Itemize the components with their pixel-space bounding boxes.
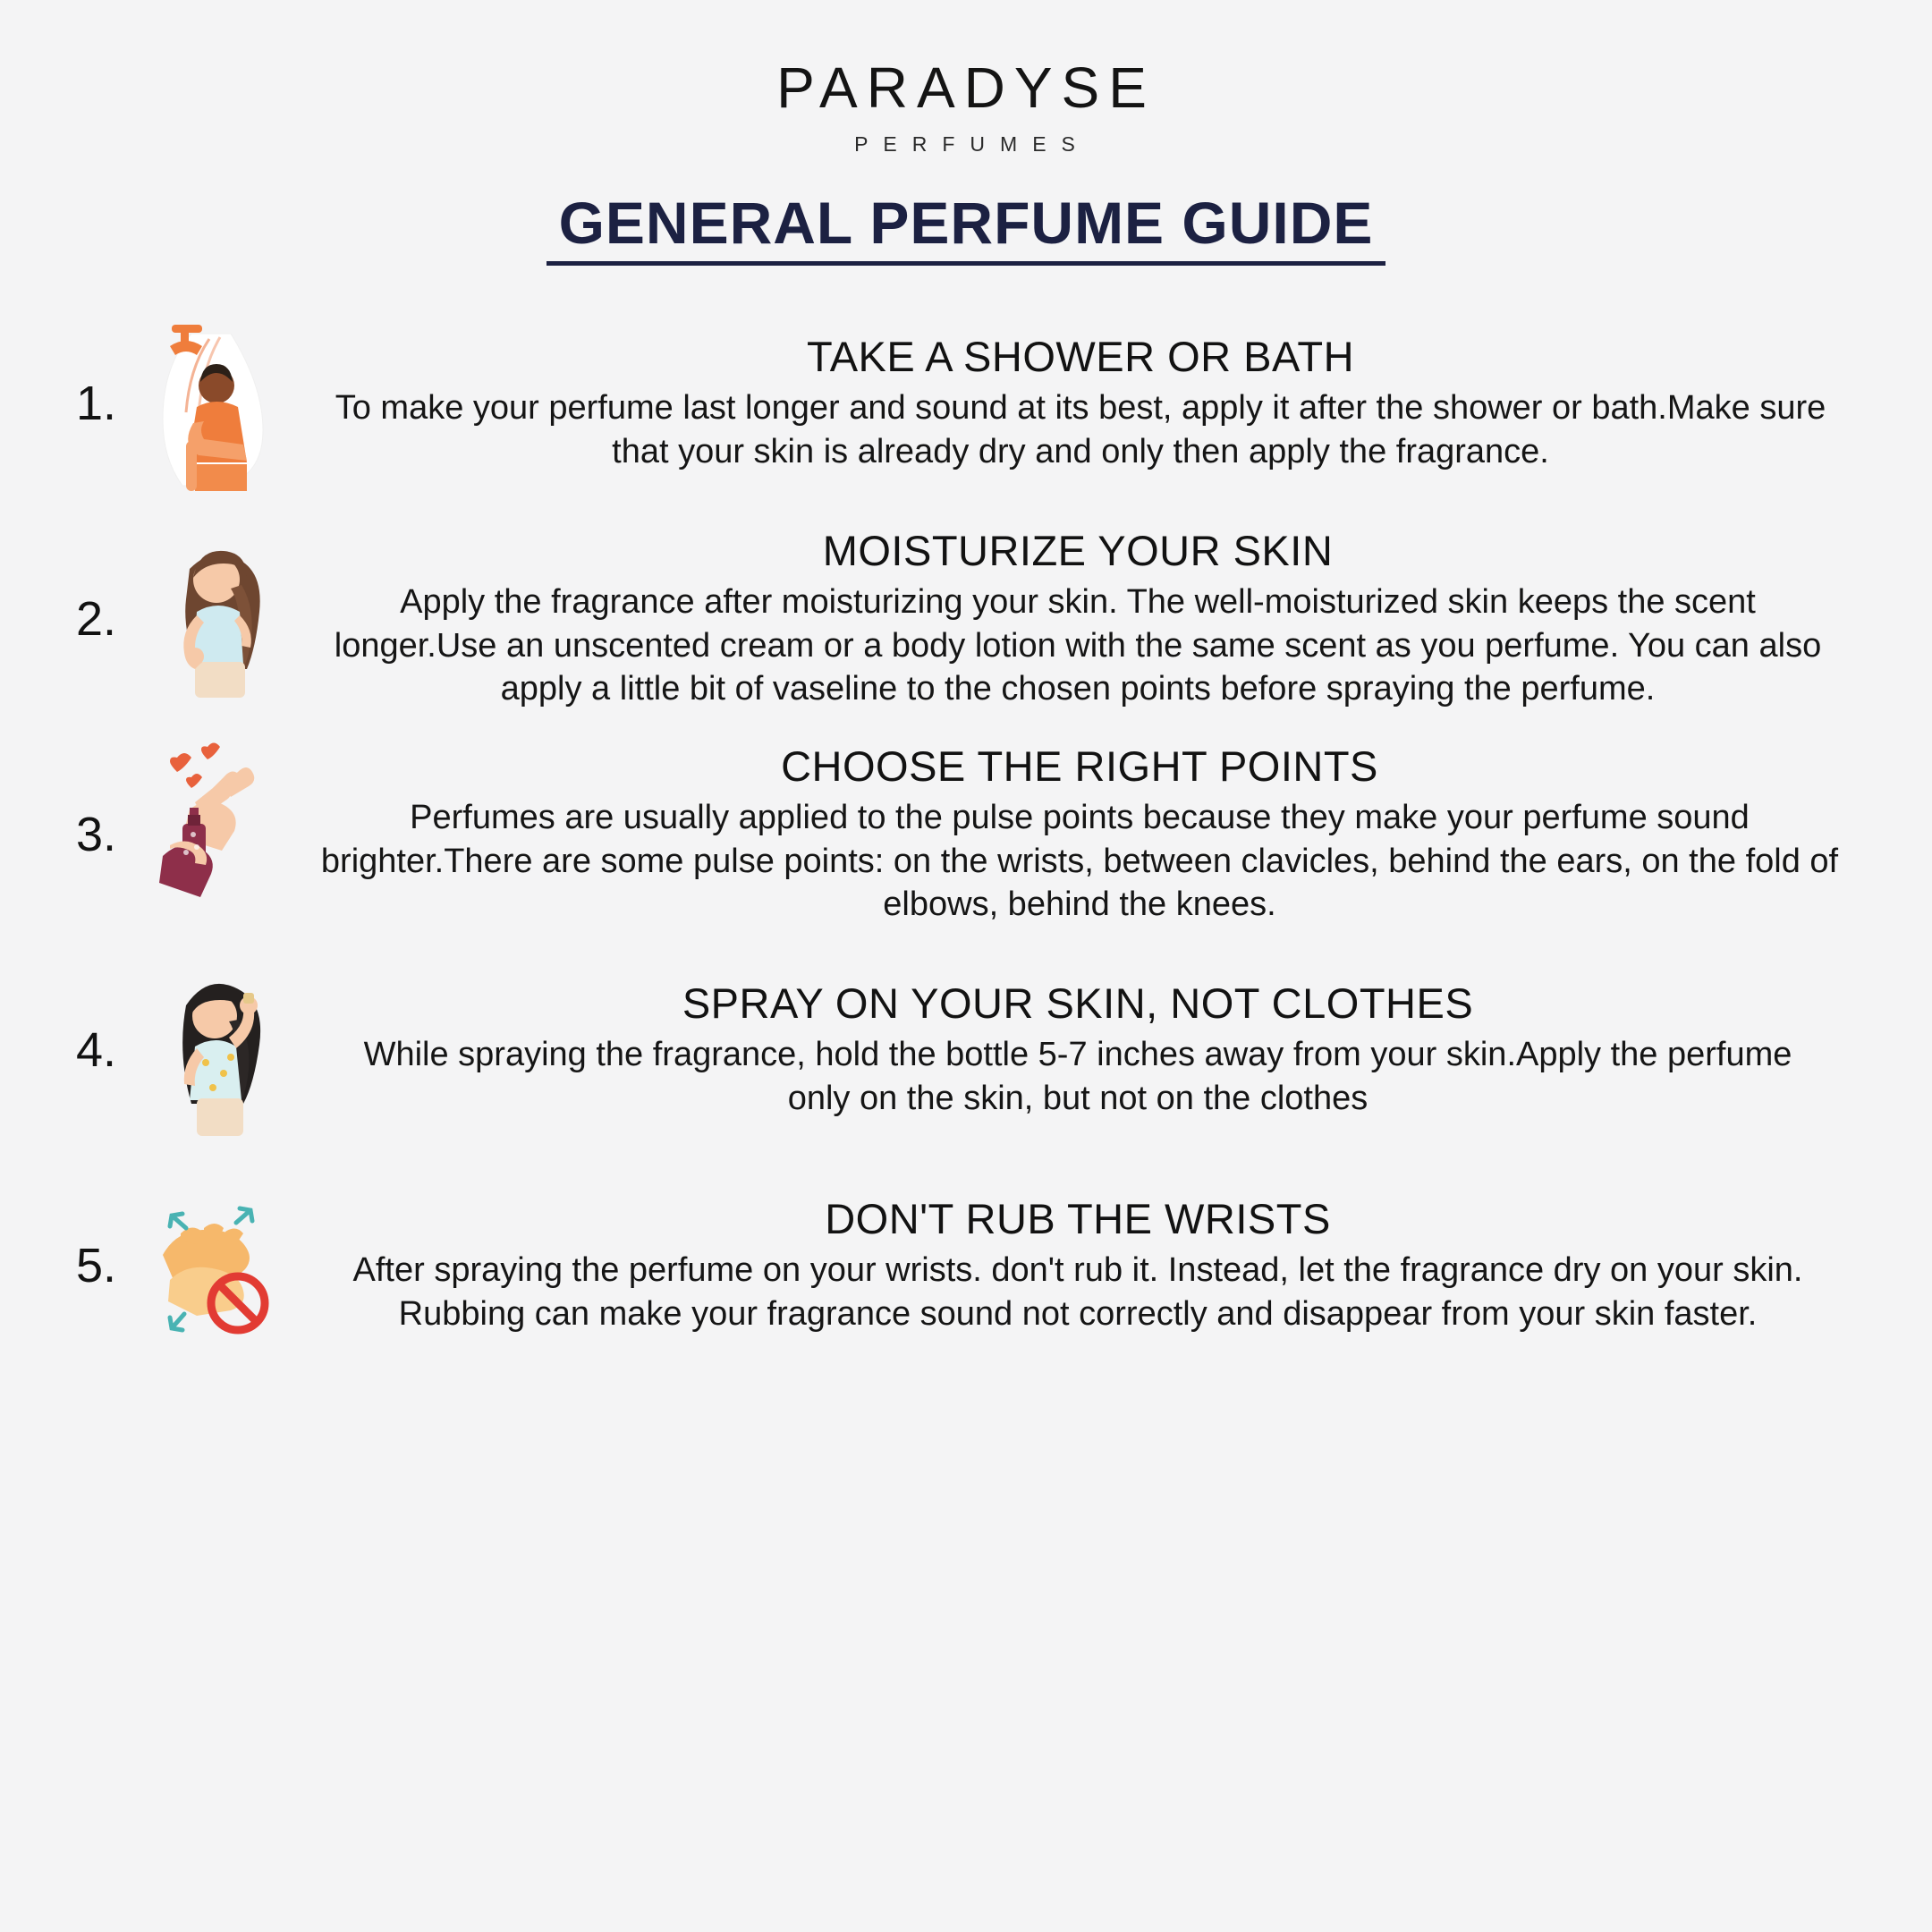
step-text: Apply the fragrance after moisturizing your skin. The well-moisturized skin keeps the scent longer.Use an unscented cream or a body lotion with the same scent as you perfume. You can also apply a little bit of vaseline to the chosen points before spraying the perfume. bbox=[334, 582, 1822, 708]
step-number: 1. bbox=[75, 376, 116, 430]
step-text: While spraying the fragrance, hold the bottle 5-7 inches away from your skin.Apply the perfume only on the skin, but not on the clothes bbox=[363, 1036, 1792, 1117]
step-text: After spraying the perfume on your wrists. don't rub it. Instead, let the fragrance dry on your skin. Rubbing can make your fragrance sound not correctly and disappear from your skin faster. bbox=[352, 1251, 1803, 1333]
steps-list bbox=[54, 307, 1878, 1385]
list-item bbox=[54, 522, 1878, 715]
brand-logo bbox=[776, 55, 1156, 157]
step-body bbox=[309, 1195, 1878, 1335]
step-text: Perfumes are usually applied to the pulse points because they make your perfume sound brighter.There are some pulse points: on the wrists, between clavicles, behind the ears, on the fold of elbows, behind the knees. bbox=[320, 798, 1839, 924]
step-body bbox=[309, 742, 1878, 927]
no-rubbing-hands-icon bbox=[131, 1169, 309, 1361]
step-body bbox=[309, 527, 1878, 711]
list-item bbox=[54, 953, 1878, 1146]
step-number: 5. bbox=[75, 1238, 116, 1292]
step-text: To make your perfume last longer and sound at its best, apply it after the shower or bath.Make sure that your skin is already dry and only then apply the fragrance. bbox=[335, 389, 1826, 470]
brand-subtitle: PERFUMES bbox=[854, 132, 1090, 156]
step-heading: DON'T RUB THE WRISTS bbox=[825, 1195, 1331, 1243]
step-heading: MOISTURIZE YOUR SKIN bbox=[822, 526, 1334, 574]
step-body bbox=[309, 979, 1878, 1120]
person-taking-shower-icon bbox=[131, 307, 309, 499]
list-item bbox=[54, 738, 1878, 930]
list-item bbox=[54, 307, 1878, 499]
step-heading: SPRAY ON YOUR SKIN, NOT CLOTHES bbox=[682, 979, 1474, 1028]
woman-applying-lotion-icon bbox=[131, 522, 309, 715]
brand-name: PARADYSE bbox=[776, 55, 1156, 120]
step-heading: TAKE A SHOWER OR BATH bbox=[806, 333, 1355, 381]
woman-spraying-perfume-icon bbox=[131, 953, 309, 1146]
step-number: 4. bbox=[75, 1022, 116, 1077]
page-title: GENERAL PERFUME GUIDE bbox=[547, 192, 1386, 266]
step-number: 3. bbox=[75, 807, 116, 861]
step-heading: CHOOSE THE RIGHT POINTS bbox=[781, 741, 1378, 790]
list-item bbox=[54, 1169, 1878, 1361]
step-number: 2. bbox=[75, 591, 116, 646]
spraying-wrist-icon bbox=[131, 738, 309, 930]
step-body bbox=[309, 333, 1878, 473]
